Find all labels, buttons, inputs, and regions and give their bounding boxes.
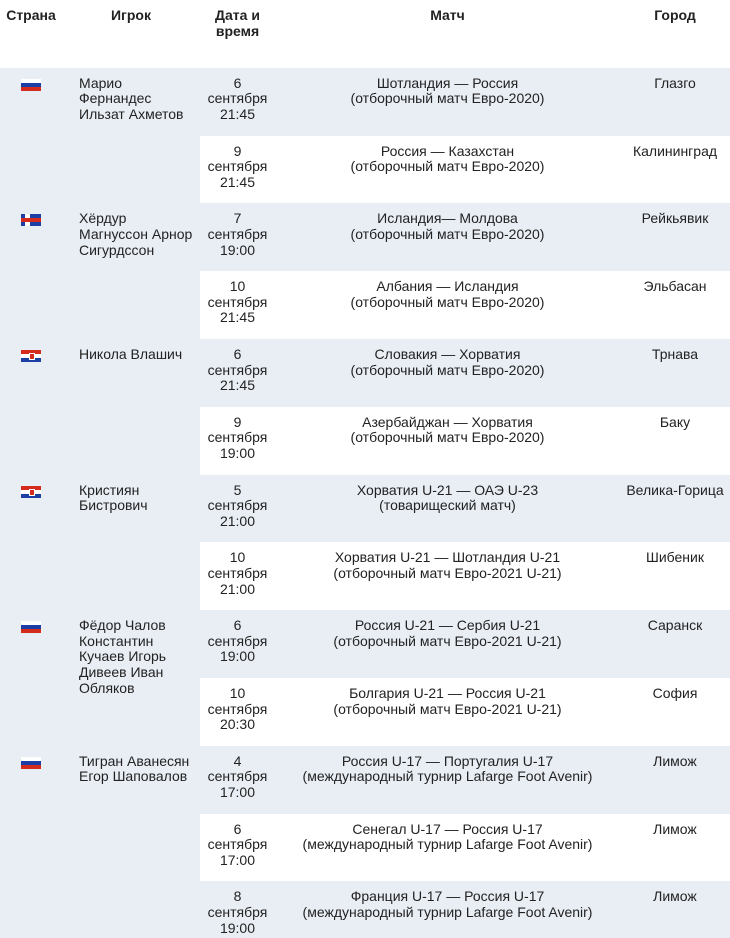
player-cell: Фёдор Чалов Константин Кучаев Игорь Дивеев Иван Обляков: [62, 610, 200, 746]
player-cell: Никола Влашич: [62, 339, 200, 475]
match-type: (отборочный матч Евро-2020): [350, 429, 545, 446]
date-month: сентября: [207, 293, 268, 310]
croatia-flag-icon: [21, 350, 41, 362]
date-cell: [200, 814, 275, 882]
match-type: (отборочный матч Евро-2021 U-21): [333, 632, 562, 649]
player-cell: Тигран Аванесян Егор Шаповалов: [62, 746, 200, 938]
date-time: 17:00: [219, 851, 256, 868]
date-cell: [200, 136, 275, 204]
match-cell: [275, 542, 620, 610]
date-cell: [200, 68, 275, 136]
match-cell: [275, 136, 620, 204]
date-day: 4: [233, 752, 242, 769]
match-teams: Россия U-21 — Сербия U-21: [354, 617, 541, 634]
date-day: 8: [233, 888, 242, 905]
city-cell: Лимож: [620, 881, 730, 938]
match-cell: [275, 475, 620, 543]
match-teams: Словакия — Хорватия: [374, 345, 521, 362]
country-cell: [0, 68, 62, 204]
table-row: [0, 203, 730, 271]
table-row: [0, 68, 730, 136]
date-cell: [200, 610, 275, 678]
match-type: (отборочный матч Евро-2020): [350, 361, 545, 378]
date-month: сентября: [207, 836, 268, 853]
header-country: Страна: [6, 7, 56, 23]
date-day: 7: [233, 210, 242, 227]
date-cell: [200, 339, 275, 407]
date-month: сентября: [207, 225, 268, 242]
date-cell: [200, 203, 275, 271]
date-month: сентября: [207, 564, 268, 581]
date-time: 19:00: [219, 444, 256, 461]
date-time: 21:45: [219, 105, 256, 122]
city-cell: Рейкьявик: [620, 203, 730, 271]
match-teams: Албания — Исландия: [376, 278, 519, 295]
table-header: [0, 0, 730, 68]
city-cell: София: [620, 678, 730, 746]
date-day: 9: [233, 142, 242, 159]
date-month: сентября: [207, 632, 268, 649]
match-teams: Франция U-17 — Россия U-17: [350, 888, 545, 905]
date-month: сентября: [207, 90, 268, 107]
match-cell: [275, 610, 620, 678]
city-cell: Лимож: [620, 814, 730, 882]
match-type: (отборочный матч Евро-2021 U-21): [333, 700, 562, 717]
croatia-flag-icon: [21, 486, 41, 498]
date-time: 21:45: [219, 173, 256, 190]
date-cell: [200, 271, 275, 339]
match-cell: [275, 68, 620, 136]
match-teams: Сенегал U-17 — Россия U-17: [352, 820, 543, 837]
date-day: 6: [233, 74, 242, 91]
country-cell: [0, 203, 62, 339]
header-city: Город: [654, 7, 696, 23]
date-time: 17:00: [219, 783, 256, 800]
match-teams: Россия — Казахстан: [380, 142, 515, 159]
match-type: (международный турнир Lafarge Foot Avenir): [302, 903, 593, 920]
russia-flag-icon: [21, 757, 41, 769]
iceland-flag-icon: [21, 214, 41, 226]
date-day: 10: [229, 549, 246, 566]
date-day: 10: [229, 684, 246, 701]
city-cell: Баку: [620, 407, 730, 475]
table-row: [0, 610, 730, 678]
city-cell: Глазго: [620, 68, 730, 136]
city-cell: Трнава: [620, 339, 730, 407]
date-time: 20:30: [219, 716, 256, 733]
date-month: сентября: [207, 768, 268, 785]
match-type: (международный турнир Lafarge Foot Avenir): [302, 768, 593, 785]
match-cell: [275, 407, 620, 475]
country-cell: [0, 339, 62, 475]
date-day: 6: [233, 820, 242, 837]
match-teams: Хорватия U-21 — Шотландия U-21: [334, 549, 561, 566]
russia-flag-icon: [21, 79, 41, 91]
match-cell: [275, 881, 620, 938]
date-day: 10: [229, 278, 246, 295]
match-type: (международный турнир Lafarge Foot Avenir): [302, 836, 593, 853]
match-teams: Шотландия — Россия: [376, 74, 519, 91]
match-cell: [275, 746, 620, 814]
date-month: сентября: [207, 429, 268, 446]
match-type: (отборочный матч Евро-2020): [350, 158, 545, 175]
date-cell: [200, 746, 275, 814]
country-cell: [0, 610, 62, 746]
date-day: 6: [233, 345, 242, 362]
table-row: [0, 339, 730, 407]
table-row: [0, 746, 730, 814]
date-month: сентября: [207, 158, 268, 175]
match-type: (отборочный матч Евро-2020): [350, 225, 545, 242]
date-cell: [200, 881, 275, 938]
date-cell: [200, 678, 275, 746]
city-cell: Калининград: [620, 136, 730, 204]
date-time: 21:45: [219, 309, 256, 326]
date-time: 21:00: [219, 512, 256, 529]
date-day: 6: [233, 617, 242, 634]
match-cell: [275, 271, 620, 339]
country-cell: [0, 746, 62, 938]
date-cell: [200, 542, 275, 610]
date-month: сентября: [207, 700, 268, 717]
city-cell: Саранск: [620, 610, 730, 678]
match-cell: [275, 203, 620, 271]
date-cell: [200, 407, 275, 475]
date-day: 9: [233, 413, 242, 430]
match-type: (отборочный матч Евро-2020): [350, 293, 545, 310]
date-time: 19:00: [219, 241, 256, 258]
city-cell: Велика-Горица: [620, 475, 730, 543]
match-type: (отборочный матч Евро-2020): [350, 90, 545, 107]
city-cell: Лимож: [620, 746, 730, 814]
date-day: 5: [233, 481, 242, 498]
date-month: сентября: [207, 903, 268, 920]
date-month: сентября: [207, 497, 268, 514]
city-cell: Эльбасан: [620, 271, 730, 339]
match-type: (отборочный матч Евро-2021 U-21): [333, 564, 562, 581]
header-match: Матч: [430, 7, 465, 23]
date-time: 19:00: [219, 919, 256, 936]
russia-flag-icon: [21, 621, 41, 633]
date-month: сентября: [207, 361, 268, 378]
date-cell: [200, 475, 275, 543]
match-type: (товарищеский матч): [379, 497, 516, 514]
match-cell: [275, 678, 620, 746]
match-teams: Исландия— Молдова: [377, 210, 518, 227]
match-cell: [275, 814, 620, 882]
country-cell: [0, 475, 62, 611]
player-cell: Кристиян Бистрович: [62, 475, 200, 611]
header-player: Игрок: [110, 7, 151, 23]
header-date: Дата и время: [215, 7, 260, 39]
player-cell: Хёрдур Магнуссон Арнор Сигурдссон: [62, 203, 200, 339]
match-cell: [275, 339, 620, 407]
table-row: [0, 475, 730, 543]
player-cell: Марио Фернандес Ильзат Ахметов: [62, 68, 200, 204]
match-teams: Россия U-17 — Португалия U-17: [341, 752, 554, 769]
match-teams: Хорватия U-21 — ОАЭ U-23: [356, 481, 539, 498]
date-time: 19:00: [219, 648, 256, 665]
date-time: 21:45: [219, 377, 256, 394]
date-time: 21:00: [219, 580, 256, 597]
match-teams: Азербайджан — Хорватия: [362, 413, 533, 430]
match-teams: Болгария U-21 — Россия U-21: [349, 684, 546, 701]
city-cell: Шибеник: [620, 542, 730, 610]
